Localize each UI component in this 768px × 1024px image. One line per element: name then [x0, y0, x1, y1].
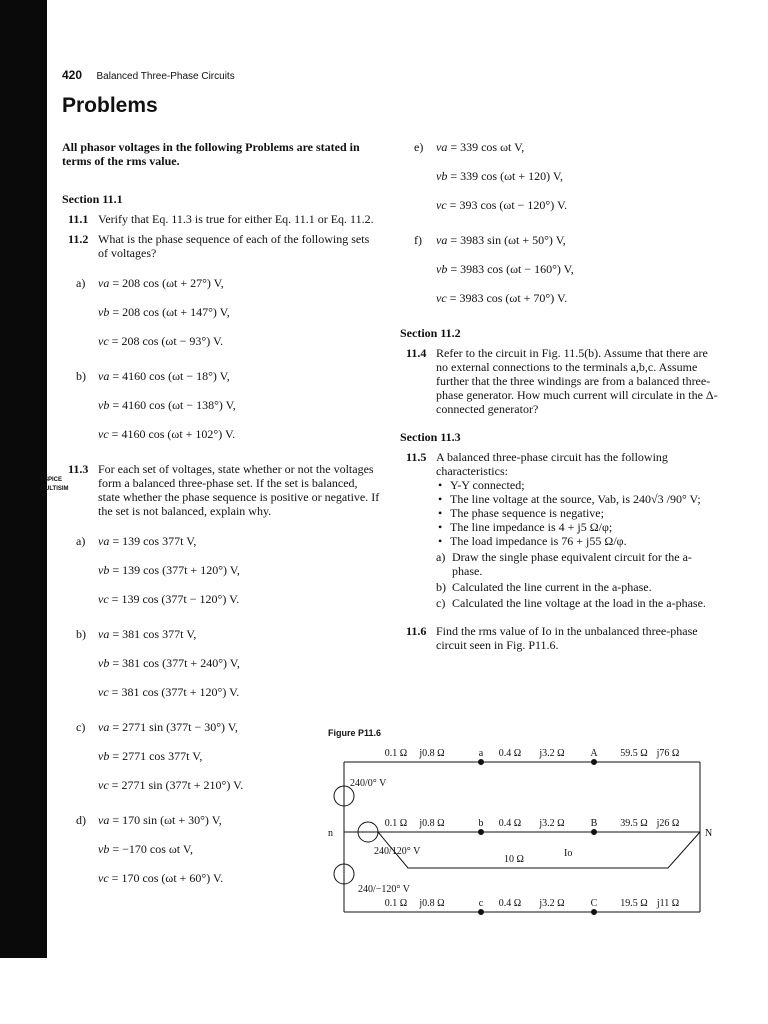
- voltage-expression: 208 cos (ωt − 93°) V.: [121, 334, 224, 348]
- component-label: j0.8 Ω: [419, 818, 445, 829]
- component-label: C: [590, 898, 598, 909]
- voltage-symbol: va: [98, 276, 110, 290]
- equation-line: [62, 427, 380, 456]
- voltage-expression: 381 cos 377t V,: [122, 627, 197, 641]
- bullet-list: [436, 478, 718, 548]
- equals-sign: =: [108, 427, 122, 441]
- equation-line: [62, 305, 380, 334]
- equals-sign: =: [447, 169, 461, 183]
- part-label: a): [76, 534, 86, 548]
- equals-sign: =: [447, 140, 461, 154]
- component-label: 0.4 Ω: [498, 748, 522, 759]
- voltage-expression: 2771 sin (377t − 30°) V,: [122, 720, 238, 734]
- voltage-symbol: vc: [436, 198, 447, 212]
- equals-sign: =: [109, 276, 123, 290]
- equation-line: [62, 563, 380, 592]
- component-label: c: [478, 898, 484, 909]
- part-label: e): [414, 140, 424, 154]
- component-label: B: [590, 818, 598, 829]
- circuit-diagram: [328, 728, 716, 928]
- voltage-symbol: vb: [98, 749, 110, 763]
- equals-sign: =: [108, 778, 122, 792]
- voltage-symbol: va: [98, 627, 110, 641]
- voltage-symbol: vc: [98, 871, 109, 885]
- part-label: a): [76, 276, 86, 290]
- problem-text: A balanced three-phase circuit has the following characteristics:: [436, 450, 668, 478]
- voltage-symbol: vb: [98, 563, 110, 577]
- node-dot: [479, 760, 484, 765]
- component-label: 0.1 Ω: [384, 818, 408, 829]
- voltage-expression: 3983 cos (ωt − 160°) V,: [460, 262, 574, 276]
- voltage-symbol: va: [436, 140, 448, 154]
- part-label: c): [76, 720, 86, 734]
- equals-sign: =: [109, 656, 123, 670]
- voltage-symbol: vb: [98, 656, 110, 670]
- equation-set: [62, 627, 380, 714]
- voltage-symbol: va: [98, 813, 110, 827]
- multisim-tag: MULTISIM: [40, 486, 69, 492]
- part-text: Calculated the line current in the a-phase.: [452, 580, 652, 594]
- voltage-expression: 170 sin (ωt + 30°) V,: [122, 813, 222, 827]
- equation-set: [400, 233, 718, 320]
- equals-sign: =: [108, 334, 122, 348]
- page-title: Problems: [62, 94, 158, 117]
- voltage-symbol: vc: [98, 334, 109, 348]
- voltage-expression: 170 cos (ωt + 60°) V.: [121, 871, 224, 885]
- section-heading: Section 11.2: [400, 326, 461, 340]
- problem-11-5: [400, 450, 718, 610]
- voltage-expression: 139 cos (377t + 120°) V,: [122, 563, 240, 577]
- figure-title: Figure P11.6: [328, 728, 382, 738]
- node-dot: [592, 910, 597, 915]
- equation-set: [400, 140, 718, 227]
- component-label: j0.8 Ω: [419, 898, 445, 909]
- bullet-item: • The load impedance is 76 + j55 Ω/φ.: [436, 534, 718, 548]
- node-dot: [592, 760, 597, 765]
- problem-text: What is the phase sequence of each of the following sets of voltages?: [98, 232, 370, 260]
- equals-sign: =: [109, 398, 123, 412]
- voltage-symbol: va: [98, 534, 110, 548]
- equation-line: [62, 398, 380, 427]
- equation-line: [62, 592, 380, 621]
- voltage-expression: 2771 sin (377t + 210°) V.: [121, 778, 244, 792]
- equation-line: [62, 656, 380, 685]
- equals-sign: =: [109, 369, 123, 383]
- problem-number: 11.2: [68, 232, 89, 246]
- equals-sign: =: [447, 233, 461, 247]
- problem-number: 11.3: [68, 462, 89, 476]
- equals-sign: =: [446, 291, 460, 305]
- voltage-expression: 381 cos (377t + 120°) V.: [121, 685, 240, 699]
- voltage-symbol: vc: [98, 592, 109, 606]
- node-dot: [592, 830, 597, 835]
- component-label: 0.4 Ω: [498, 898, 522, 909]
- voltage-expression: 139 cos 377t V,: [122, 534, 197, 548]
- equation-line: [62, 369, 380, 398]
- equation-line: [62, 534, 380, 563]
- equation-line: [400, 233, 718, 262]
- equation-sets: [62, 276, 380, 456]
- problem-text: For each set of voltages, state whether or not the voltages form a balanced three-phase set. If the set is balanced, state whether the phase sequence is positive or negative. If the set is not balanced, explain why.: [98, 462, 380, 518]
- problem-11-2: [62, 232, 380, 260]
- sub-parts: [436, 550, 718, 610]
- sub-part: [436, 596, 718, 610]
- part-label: b): [76, 369, 86, 383]
- component-label: j26 Ω: [656, 818, 680, 829]
- section-heading: Section 11.1: [62, 192, 123, 206]
- voltage-symbol: vb: [98, 398, 110, 412]
- voltage-expression: 3983 cos (ωt + 70°) V.: [459, 291, 568, 305]
- component-label: j3.2 Ω: [539, 898, 565, 909]
- intro-note: All phasor voltages in the following Problems are stated in terms of the rms value.: [62, 140, 360, 168]
- component-label: 19.5 Ω: [620, 898, 648, 909]
- equation-line: [62, 685, 380, 714]
- problem-text: Find the rms value of Io in the unbalanced three-phase circuit seen in Fig. P11.6.: [436, 624, 698, 652]
- equals-sign: =: [108, 685, 122, 699]
- equation-set: [62, 369, 380, 456]
- equation-line: [62, 334, 380, 363]
- part-label: b): [436, 580, 446, 594]
- part-text: Calculated the line voltage at the load in the a-phase.: [452, 596, 706, 610]
- bullet-item: • The phase sequence is negative;: [436, 506, 718, 520]
- node-label-n: n: [328, 828, 333, 839]
- node-dot: [479, 830, 484, 835]
- part-label: a): [436, 550, 446, 564]
- voltage-expression: −170 cos ωt V,: [122, 842, 194, 856]
- problem-11-3: [40, 462, 380, 518]
- right-column: [400, 140, 718, 658]
- chapter-title: Balanced Three-Phase Circuits: [96, 71, 235, 82]
- part-label: d): [76, 813, 86, 827]
- voltage-expression: 3983 sin (ωt + 50°) V,: [460, 233, 566, 247]
- equation-line: [400, 291, 718, 320]
- voltage-expression: 208 cos (ωt + 27°) V,: [122, 276, 224, 290]
- component-label: A: [590, 748, 598, 759]
- component-label: j3.2 Ω: [539, 748, 565, 759]
- part-label: b): [76, 627, 86, 641]
- equation-set: [62, 276, 380, 363]
- voltage-symbol: vc: [98, 685, 109, 699]
- voltage-symbol: vb: [436, 169, 448, 183]
- component-label: 0.1 Ω: [384, 898, 408, 909]
- component-label: b: [478, 818, 484, 829]
- equals-sign: =: [108, 592, 122, 606]
- voltage-symbol: vb: [98, 305, 110, 319]
- equation-line: [400, 169, 718, 198]
- sub-part: [436, 580, 718, 594]
- equals-sign: =: [109, 534, 123, 548]
- problem-11-6: [400, 624, 718, 652]
- voltage-expression: 2771 cos 377t V,: [122, 749, 203, 763]
- voltage-symbol: vb: [436, 262, 448, 276]
- equals-sign: =: [109, 720, 123, 734]
- voltage-symbol: vc: [436, 291, 447, 305]
- source-label-b: 240/120° V: [374, 846, 421, 857]
- equals-sign: =: [109, 842, 123, 856]
- equation-line: [400, 140, 718, 169]
- equals-sign: =: [109, 305, 123, 319]
- voltage-symbol: va: [98, 369, 110, 383]
- equation-sets: [400, 140, 718, 320]
- voltage-expression: 208 cos (ωt + 147°) V,: [122, 305, 230, 319]
- neutral-resistor-label: 10 Ω: [504, 854, 524, 865]
- equals-sign: =: [109, 813, 123, 827]
- component-label: a: [478, 748, 484, 759]
- voltage-expression: 339 cos (ωt + 120) V,: [460, 169, 563, 183]
- voltage-symbol: vc: [98, 427, 109, 441]
- equation-line: [62, 627, 380, 656]
- voltage-expression: 381 cos (377t + 240°) V,: [122, 656, 240, 670]
- sub-part: [436, 550, 718, 578]
- equals-sign: =: [446, 198, 460, 212]
- node-label-N: N: [705, 828, 713, 839]
- voltage-expression: 339 cos ωt V,: [460, 140, 525, 154]
- current-label: Io: [564, 848, 573, 859]
- pspice-tag: PSPICE: [40, 477, 63, 483]
- problem-11-1: [62, 212, 380, 226]
- voltage-symbol: va: [436, 233, 448, 247]
- equals-sign: =: [109, 563, 123, 577]
- component-label: j11 Ω: [656, 898, 680, 909]
- running-header: [62, 66, 235, 84]
- component-label: j3.2 Ω: [539, 818, 565, 829]
- equals-sign: =: [447, 262, 461, 276]
- problem-text: Refer to the circuit in Fig. 11.5(b). Assume that there are no external connections to the terminals a,b,c. Assume further that the three windings are from a balanced three-phase generator. How much current will circulate in the Δ-connected generator?: [436, 346, 718, 416]
- bullet-item: • Y-Y connected;: [436, 478, 718, 492]
- equation-line: [400, 198, 718, 227]
- part-label: c): [436, 596, 446, 610]
- voltage-symbol: va: [98, 720, 110, 734]
- voltage-expression: 4160 cos (ωt − 18°) V,: [122, 369, 230, 383]
- part-label: f): [414, 233, 422, 247]
- equation-line: [62, 276, 380, 305]
- problem-text: Verify that Eq. 11.3 is true for either Eq. 11.1 or Eq. 11.2.: [98, 212, 374, 226]
- voltage-symbol: vc: [98, 778, 109, 792]
- component-label: 0.1 Ω: [384, 748, 408, 759]
- node-dot: [479, 910, 484, 915]
- neutral-wire: [378, 832, 700, 868]
- equals-sign: =: [109, 627, 123, 641]
- voltage-expression: 4160 cos (ωt − 138°) V,: [122, 398, 236, 412]
- voltage-symbol: vb: [98, 842, 110, 856]
- equals-sign: =: [108, 871, 122, 885]
- problem-number: 11.6: [406, 624, 427, 638]
- component-label: 39.5 Ω: [620, 818, 648, 829]
- voltage-expression: 139 cos (377t − 120°) V.: [121, 592, 240, 606]
- component-label: 0.4 Ω: [498, 818, 522, 829]
- equation-set: [62, 534, 380, 621]
- source-label-c: 240/−120° V: [358, 884, 410, 895]
- bullet-item: • The line impedance is 4 + j5 Ω/φ;: [436, 520, 718, 534]
- page-number: 420: [62, 68, 83, 82]
- source-label-a: 240/0° V: [350, 778, 387, 789]
- part-text: Draw the single phase equivalent circuit for the a-phase.: [452, 550, 692, 578]
- component-label: j0.8 Ω: [419, 748, 445, 759]
- voltage-expression: 393 cos (ωt − 120°) V.: [459, 198, 568, 212]
- bullet-item: • The line voltage at the source, Vab, is 240√3 /90° V;: [436, 492, 718, 506]
- problem-number: 11.4: [406, 346, 427, 360]
- problem-number: 11.5: [406, 450, 427, 464]
- problem-number: 11.1: [68, 212, 89, 226]
- equals-sign: =: [109, 749, 123, 763]
- problem-11-4: [400, 346, 718, 416]
- figure-p11-6: [328, 728, 716, 928]
- equation-line: [400, 262, 718, 291]
- component-label: 59.5 Ω: [620, 748, 648, 759]
- voltage-expression: 4160 cos (ωt + 102°) V.: [121, 427, 236, 441]
- section-heading: Section 11.3: [400, 430, 461, 444]
- component-label: j76 Ω: [656, 748, 680, 759]
